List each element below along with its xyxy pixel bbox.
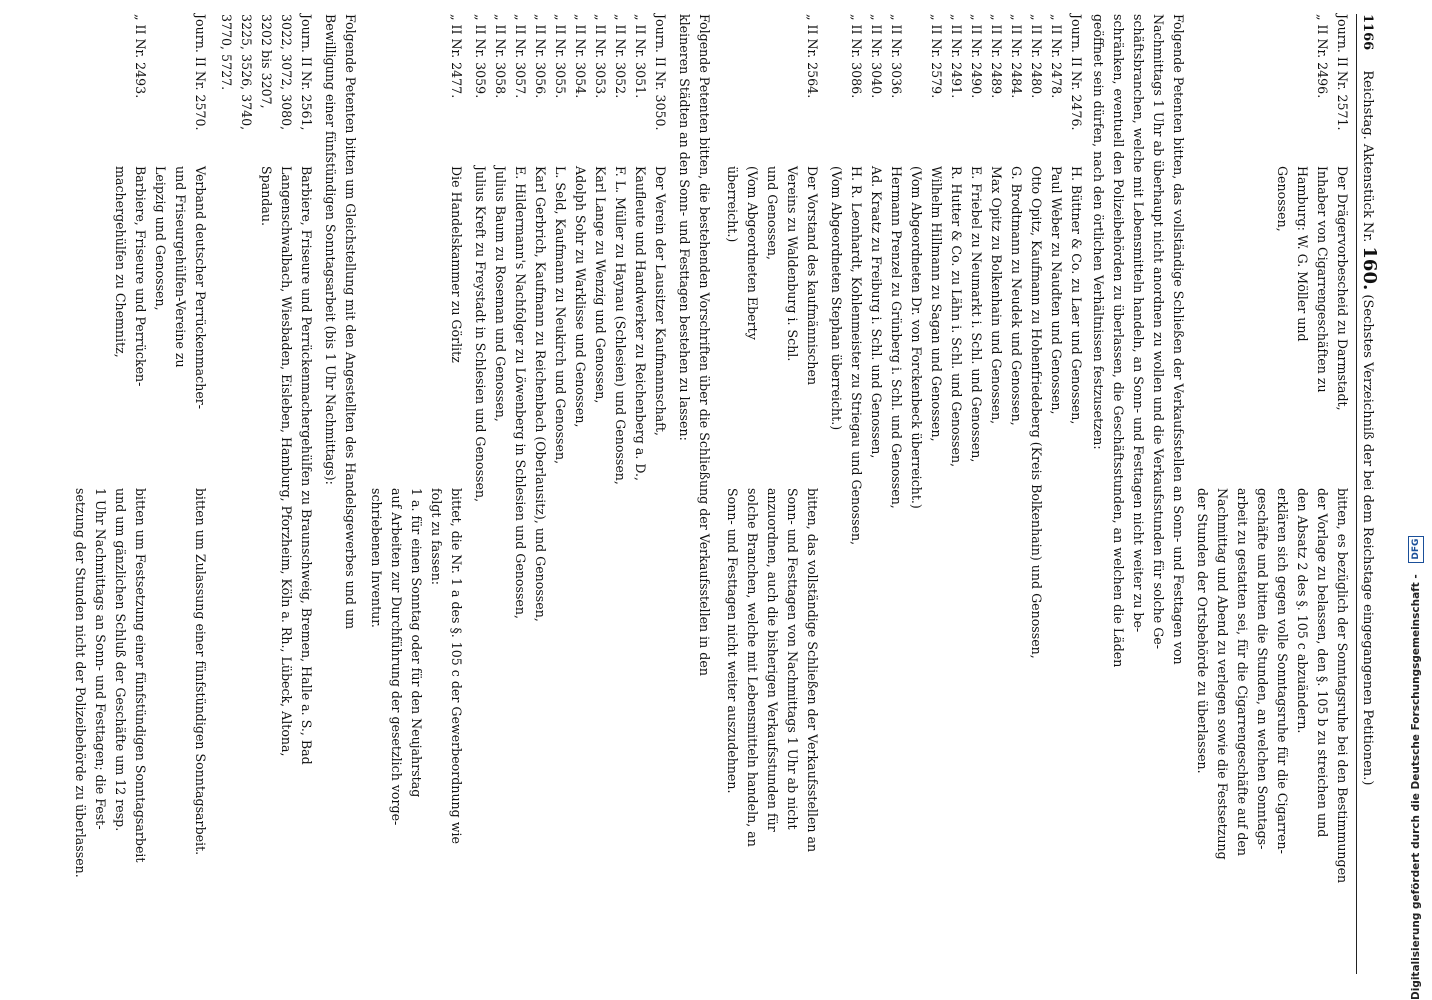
petitioner-text: machergehülfen zu Chemnitz,: [113, 166, 128, 358]
header-document-number: 160.: [1359, 246, 1380, 291]
petition-row: [1272, 14, 1292, 474]
petitioner-text: und Friseurgehülfen-Vereine zu: [173, 166, 188, 368]
petition-list-2: [826, 14, 1086, 974]
petition-row: [470, 14, 490, 974]
journal-reference: „ II Nr. 3052.: [613, 14, 628, 99]
petition-row: [1046, 14, 1066, 974]
request-text-line: bitten um Festsetzung einer fünfstündigen Sonntagsarbeit: [133, 488, 148, 863]
petitioner-text: (Vom Abgeordneten Eberty: [745, 166, 760, 340]
petition-row: [130, 14, 150, 474]
journal-reference: Journ. II Nr. 2570.: [193, 14, 208, 131]
journal-reference: „ II Nr. 3040.: [869, 14, 884, 99]
petition-row: [590, 14, 610, 974]
journal-reference: „ II Nr. 3059.: [473, 14, 488, 99]
petition-row: [762, 14, 782, 474]
petitioner-text: Wilhelm Hillmann zu Sagan und Genossen,: [929, 166, 944, 442]
request-text-line: und um gänzlichen Schluß der Geschäfte um 12 resp.: [113, 488, 128, 832]
intro-text-line: schränken, eventuell den Polizeibehörden zu überlassen, die Geschäftsstunden, an welchen die Läden: [1111, 14, 1126, 668]
header-rule: [1356, 14, 1357, 974]
journal-reference: „ II Nr. 2480.: [1029, 14, 1044, 99]
journal-reference: 3770, 5727.: [219, 14, 234, 91]
request-text-line: [170, 488, 190, 968]
petition-row: [946, 14, 966, 974]
request-text-line: erklären sich gegen volle Sonntagsruhe für die Cigarren-: [1275, 488, 1290, 854]
request-text-line: auf Arbeiten zur Durchführung der gesetzlich vorge-: [389, 488, 404, 826]
request-text-line: [150, 488, 170, 968]
petition-row: [966, 14, 986, 974]
petition-row: [1026, 14, 1046, 974]
request-text-line: Sonn- und Festtagen nicht weiter auszudehnen.: [725, 488, 740, 794]
petition-row: [906, 14, 926, 974]
petition-block-3-request: [722, 488, 822, 968]
petitioner-text: Max Opitz zu Bolkenhain und Genossen,: [989, 166, 1004, 425]
petitioner-text: Otto Opitz, Kaufmann zu Hohenfriedeberg (Kreis Bolkenhain) und Genossen,: [1029, 166, 1044, 659]
dfg-logo: DFG: [1408, 536, 1424, 563]
petition-block-5: [446, 14, 466, 474]
request-text-line: anzuordnen, auch die bisherigen Verkaufsstunden für: [765, 488, 780, 832]
request-text-line: Sonn- und Festtagen von Nachmittags 1 Uhr ab nicht: [785, 488, 800, 830]
petitioner-text: Barbiere, Friseure und Perrückenmachergehülfen zu Braunschweig, Bremen, Halle a. S., Bad: [299, 166, 314, 765]
journal-reference: Journ. II Nr. 3050.: [653, 14, 668, 131]
intro-text-line: Folgende Petenten bitten, die bestehenden Vorschriften über die Schließung der Verkaufsstellen in den: [697, 14, 712, 676]
petitioner-text: H. R. Leonhardt, Kohlenmeister zu Striegau und Genossen,: [849, 166, 864, 546]
petitioner-text: E. Friebel zu Neumarkt i. Schl. und Genossen,: [969, 166, 984, 463]
petition-row: [1006, 14, 1026, 974]
journal-reference: „ II Nr. 3057.: [513, 14, 528, 99]
journal-reference: „ II Nr. 3054.: [573, 14, 588, 99]
journal-reference: „ II Nr. 3053.: [593, 14, 608, 99]
petition-row: [926, 14, 946, 974]
request-text-line: bitten um Zulassung einer fünfstündigen Sonntagsarbeit.: [193, 488, 208, 856]
petitioner-text: Adolph Sohr zu Warklisse und Genossen,: [573, 166, 588, 428]
petition-row: [446, 14, 466, 474]
petition-row: [1312, 14, 1332, 474]
petition-row: [296, 14, 316, 974]
journal-reference: 3225, 3526, 3740,: [239, 14, 254, 131]
page-number: 1166: [1360, 14, 1375, 51]
petitioner-text: Der Vorstand des kaufmännischen: [805, 166, 820, 386]
request-text-line: folgt zu fassen:: [429, 488, 444, 586]
petition-intro-4: [674, 14, 714, 974]
journal-reference: „ II Nr. 2477.: [449, 14, 464, 99]
request-text-line: solche Branchen, welche mit Lebensmitteln handeln, an: [745, 488, 760, 847]
journal-reference: „ II Nr. 2484.: [1009, 14, 1024, 99]
intro-text-line: Folgende Petenten bitten um Gleichstellung mit den Angestellten des Handelsgewerbes und um: [343, 14, 358, 630]
petition-row: [986, 14, 1006, 974]
petition-row: [866, 14, 886, 974]
petition-row: [722, 14, 742, 474]
footer-credit-text: Digitalisierung gefördert durch die Deutsche Forschungsgemeinschaft -: [1410, 574, 1422, 1000]
petition-row: [490, 14, 510, 974]
journal-reference: „ II Nr. 3086.: [849, 14, 864, 99]
petitioner-text: Julius Kreft zu Freystadt in Schlesien und Genossen,: [473, 166, 488, 503]
petition-row: [1066, 14, 1086, 974]
petition-row: [530, 14, 550, 974]
petitioner-text: F. L. Müller zu Haynau (Schlesien) und Genossen,: [613, 166, 628, 485]
journal-reference: „ II Nr. 3051.: [633, 14, 648, 99]
request-text-line: bittet, die Nr. 1 a des §. 105 c der Gewerbeordnung wie: [449, 488, 464, 844]
petition-row: [826, 14, 846, 974]
page-header: [1358, 14, 1384, 974]
journal-reference: „ II Nr. 2579.: [929, 14, 944, 99]
request-text-line: 1 a. für einen Sonntag oder für den Neujahrstag: [409, 488, 424, 798]
petitioner-text: und Genossen,: [765, 166, 780, 260]
request-text-line: bitten, das vollständige Schließen der Verkaufsstellen an: [805, 488, 820, 853]
journal-reference: Journ. II Nr. 2561,: [299, 14, 314, 131]
petition-row: [782, 14, 802, 474]
intro-text-line: kleineren Städten an den Sonn- und Festtagen bestehen zu lassen:: [677, 14, 692, 441]
intro-text-line: Bewilligung einer fünfstündigen Sonntagsarbeit (bis 1 Uhr Nachmittags):: [323, 14, 338, 485]
petition-list-4: [470, 14, 670, 974]
intro-text-line: Folgende Petenten bitten, das vollständige Schließen der Verkaufsstellen an Sonn- und Festtagen von: [1171, 14, 1186, 665]
petitioner-text: Leipzig und Genossen,: [153, 166, 168, 311]
journal-reference: „ II Nr. 2489.: [989, 14, 1004, 99]
petition-block-7: [110, 14, 210, 474]
petition-row: [276, 14, 296, 974]
petition-row: [510, 14, 530, 974]
petitioner-text: Barbiere, Friseure und Perrücken-: [133, 166, 148, 387]
request-text-line: Nachmittag und Abend zu verlegen sowie die Festsetzung: [1215, 488, 1230, 860]
journal-reference: 3022, 3072, 3080,: [279, 14, 294, 131]
petitioner-text: Ad. Kraatz zu Freiburg i. Schl. und Genossen,: [869, 166, 884, 459]
journal-reference: „ II Nr. 2491.: [949, 14, 964, 99]
petitioner-text: Genossen,: [1275, 166, 1290, 232]
request-text-line: der Vorlage zu belassen, den §. 105 b zu streichen und: [1315, 488, 1330, 838]
petitioner-text: Hermann Prenzel zu Grünberg i. Schl. und Genossen,: [889, 166, 904, 509]
journal-reference: „ II Nr. 2490.: [969, 14, 984, 99]
petitioner-text: Vereins zu Waldenburg i. Schl.: [785, 166, 800, 362]
petition-row: [610, 14, 630, 974]
journal-reference: „ II Nr. 2478.: [1049, 14, 1064, 99]
petitioner-text: Die Handelskammer zu Görlitz: [449, 166, 464, 363]
petition-row: [846, 14, 866, 974]
header-title-right: (Sechstes Verzeichniß der bei dem Reichstage eingegangenen Petitionen.): [1360, 294, 1375, 786]
request-text-line: den Absatz 2 des §. 105 c abzuändern.: [1295, 488, 1310, 734]
petitioner-text: L. Seld, Kaufmann zu Neukirch und Genossen,: [553, 166, 568, 465]
journal-reference: Journ. II Nr. 2571.: [1335, 14, 1350, 131]
petition-row: [190, 14, 210, 474]
petition-row: [150, 14, 170, 474]
petitioner-text: Paul Weber zu Naudten und Genossen,: [1049, 166, 1064, 415]
petition-row: [550, 14, 570, 974]
petitioner-text: Spandau.: [259, 166, 274, 226]
petition-block-1: [1272, 14, 1352, 474]
petition-row: [886, 14, 906, 974]
petition-row: [570, 14, 590, 974]
petition-row: [1292, 14, 1312, 474]
petitioner-text: H. Büttner & Co. zu Laer und Genossen,: [1069, 166, 1084, 425]
journal-reference: „ II Nr. 3055.: [553, 14, 568, 99]
request-text-line: geschäfte und bitten die Stunden, an welchen Sonntags-: [1255, 488, 1270, 850]
request-text-line: arbeit zu gestatten sei, für die Cigarrengeschäfte auf den: [1235, 488, 1250, 856]
petition-block-5-request: [366, 488, 466, 968]
intro-text-line: geöffnet sein dürfen, nach den örtlichen Verhältnissen festzusetzen:: [1091, 14, 1106, 450]
petition-row: [630, 14, 650, 974]
request-text-line: 1 Uhr Nachmittags an Sonn- und Festtagen; die Fest-: [93, 488, 108, 830]
petitioner-text: Kaufleute und Handwerker zu Reichenberg a. D.,: [633, 166, 648, 482]
petitioner-text: Julius Baum zu Roseman und Genossen,: [493, 166, 508, 422]
petitioner-text: E. Hildermann's Nachfolger zu Löwenberg in Schlesien und Genossen,: [513, 166, 528, 619]
petitioner-text: Karl Gerbrich, Kaufmann zu Reichenbach (Oberlausitz), und Genossen,: [533, 166, 548, 622]
petitioner-text: Verband deutscher Perrückenmacher-: [193, 166, 208, 410]
petition-intro-6: [320, 14, 360, 974]
request-text-line: bitten, es bezüglich der Sonntagsruhe bei den Bestimmungen: [1335, 488, 1350, 884]
petitioner-text: Der Verein der Lausitzer Kaufmannschaft,: [653, 166, 668, 436]
petitioner-text: (Vom Abgeordneten Dr. von Forckenbeck überreicht.): [909, 166, 924, 509]
petition-block-3: [722, 14, 822, 474]
petitioner-text: G. Brodtmann zu Neudek und Genossen,: [1009, 166, 1024, 426]
journal-reference: „ II Nr. 2493.: [133, 14, 148, 99]
petitioner-text: (Vom Abgeordneten Stephan überreicht.): [829, 166, 844, 431]
petitioner-text: Hamburg: W. G. Möller und: [1295, 166, 1310, 342]
petition-row: [236, 14, 256, 974]
petition-list-6: [216, 14, 316, 974]
journal-reference: „ II Nr. 2564.: [805, 14, 820, 99]
petitioner-text: überreicht.): [725, 166, 740, 243]
petitioner-text: Der Drägervorbescheid zu Darmstadt,: [1335, 166, 1350, 411]
petitioner-text: R. Hutter & Co. zu Lähn i. Schl. und Genossen,: [949, 166, 964, 468]
petition-row: [742, 14, 762, 474]
petitioner-text: Inhaber von Cigarrengeschäften zu: [1315, 166, 1330, 393]
petition-row: [256, 14, 276, 974]
request-text-line: schriebenen Inventur.: [369, 488, 384, 628]
petition-row: [1332, 14, 1352, 474]
petition-block-7-request: [70, 488, 210, 968]
intro-text-line: schäftsbranchen, welche mit Lebensmitteln handeln, an Sonn- und Festtagen nicht weiter zu be-: [1131, 14, 1146, 633]
journal-reference: „ II Nr. 3056.: [533, 14, 548, 99]
petition-block-1-request: [1192, 488, 1352, 968]
journal-reference: „ II Nr. 3058.: [493, 14, 508, 99]
petition-row: [650, 14, 670, 974]
request-text-line: der Stunden der Ortsbehörde zu überlassen.: [1195, 488, 1210, 774]
petitioner-text: Karl Lange zu Wenzig und Genossen,: [593, 166, 608, 404]
petitioner-text: Langenschwalbach, Wiesbaden, Eisleben, Hamburg, Pforzheim, Köln a. Rh., Lübeck, Altona,: [279, 166, 294, 757]
petition-row: [170, 14, 190, 474]
petition-row: [802, 14, 822, 474]
journal-reference: „ II Nr. 2496.: [1315, 14, 1330, 99]
intro-text-line: Nachmittags 1 Uhr ab überhaupt nicht anordnen zu wollen und die Verkaufsstunden für solche Ge-: [1151, 14, 1166, 649]
petition-row: [216, 14, 236, 974]
journal-reference: „ II Nr. 3036.: [889, 14, 904, 99]
petition-row: [110, 14, 130, 474]
header-title-left: Reichstag. Aktenstück Nr.: [1360, 70, 1375, 243]
journal-reference: 3202 bis 3207,: [259, 14, 274, 109]
digitization-footer: [1404, 0, 1428, 1000]
petition-intro-2: [1088, 14, 1188, 974]
journal-reference: Journ. II Nr. 2476.: [1069, 14, 1084, 131]
request-text-line: setzung der Stunden nicht der Polizeibehörde zu überlassen.: [73, 488, 88, 878]
